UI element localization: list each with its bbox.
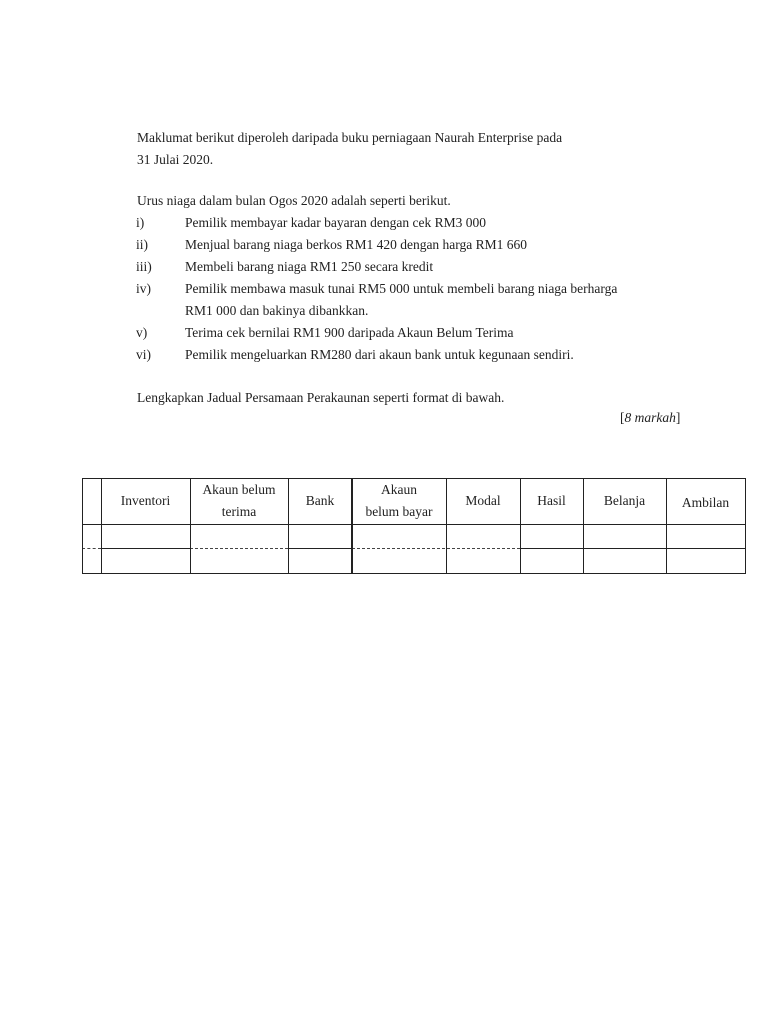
item-text: Pemilik membawa masuk tunai RM5 000 untuk membeli barang niaga berharga <box>185 281 618 296</box>
item-number: i) <box>136 215 145 230</box>
header-label: Hasil <box>537 493 566 508</box>
item-number: iii) <box>136 259 152 274</box>
row-divider <box>190 548 288 549</box>
table-right-border <box>745 478 746 574</box>
item-text: Membeli barang niaga RM1 250 secara kredit <box>185 259 434 274</box>
header-label-line-2: belum bayar <box>365 504 433 519</box>
item-text: Pemilik mengeluarkan RM280 dari akaun bank untuk kegunaan sendiri. <box>185 347 574 362</box>
marks-label <box>620 410 680 426</box>
header-cell-blank <box>82 478 101 524</box>
header-label: Bank <box>305 493 335 508</box>
header-modal <box>446 478 520 524</box>
marks-bracket-open: [ <box>620 410 625 425</box>
header-label: Akaun belum <box>202 482 276 497</box>
header-belanja <box>583 478 666 524</box>
accounting-equation-table <box>82 478 746 574</box>
item-text: Pemilik membayar kadar bayaran dengan cek RM3 000 <box>185 215 487 230</box>
header-label: Inventori <box>120 493 171 508</box>
header-label-line-2: terima <box>221 504 257 519</box>
transactions-intro: Urus niaga dalam bulan Ogos 2020 adalah seperti berikut. <box>137 193 451 208</box>
table-header-divider <box>82 524 746 525</box>
item-text: Terima cek bernilai RM1 900 daripada Akaun Belum Terima <box>185 325 514 340</box>
row-divider <box>82 548 101 549</box>
marks-bracket-close: ] <box>675 410 681 425</box>
row-divider <box>101 548 190 549</box>
header-ambilan <box>666 478 745 524</box>
row-divider <box>288 548 352 549</box>
header-label: Akaun <box>381 482 417 497</box>
header-label: Belanja <box>603 493 646 508</box>
item-number: iv) <box>136 281 151 296</box>
header-hasil <box>520 478 583 524</box>
row-divider <box>352 548 520 549</box>
header-inventori <box>101 478 190 524</box>
header-bank <box>288 478 352 524</box>
item-number: vi) <box>136 347 151 362</box>
row-divider <box>520 548 746 549</box>
marks-text: 8 markah <box>624 410 676 425</box>
item-number: v) <box>136 325 148 340</box>
header-akaun-belum-bayar <box>352 478 446 524</box>
item-text-continued: RM1 000 dan bakinya dibankkan. <box>185 303 369 318</box>
intro-line-1: Maklumat berikut diperoleh daripada buku perniagaan Naurah Enterprise pada <box>137 130 563 145</box>
header-label: Modal <box>465 493 501 508</box>
instruction: Lengkapkan Jadual Persamaan Perakaunan seperti format di bawah. <box>137 390 505 405</box>
item-text: Menjual barang niaga berkos RM1 420 dengan harga RM1 660 <box>185 237 528 252</box>
item-number: ii) <box>136 237 148 252</box>
header-akaun-belum-terima <box>190 478 288 524</box>
header-label: Ambilan <box>681 495 730 510</box>
table-bottom-border <box>82 573 746 574</box>
intro-line-2: 31 Julai 2020. <box>137 152 214 167</box>
